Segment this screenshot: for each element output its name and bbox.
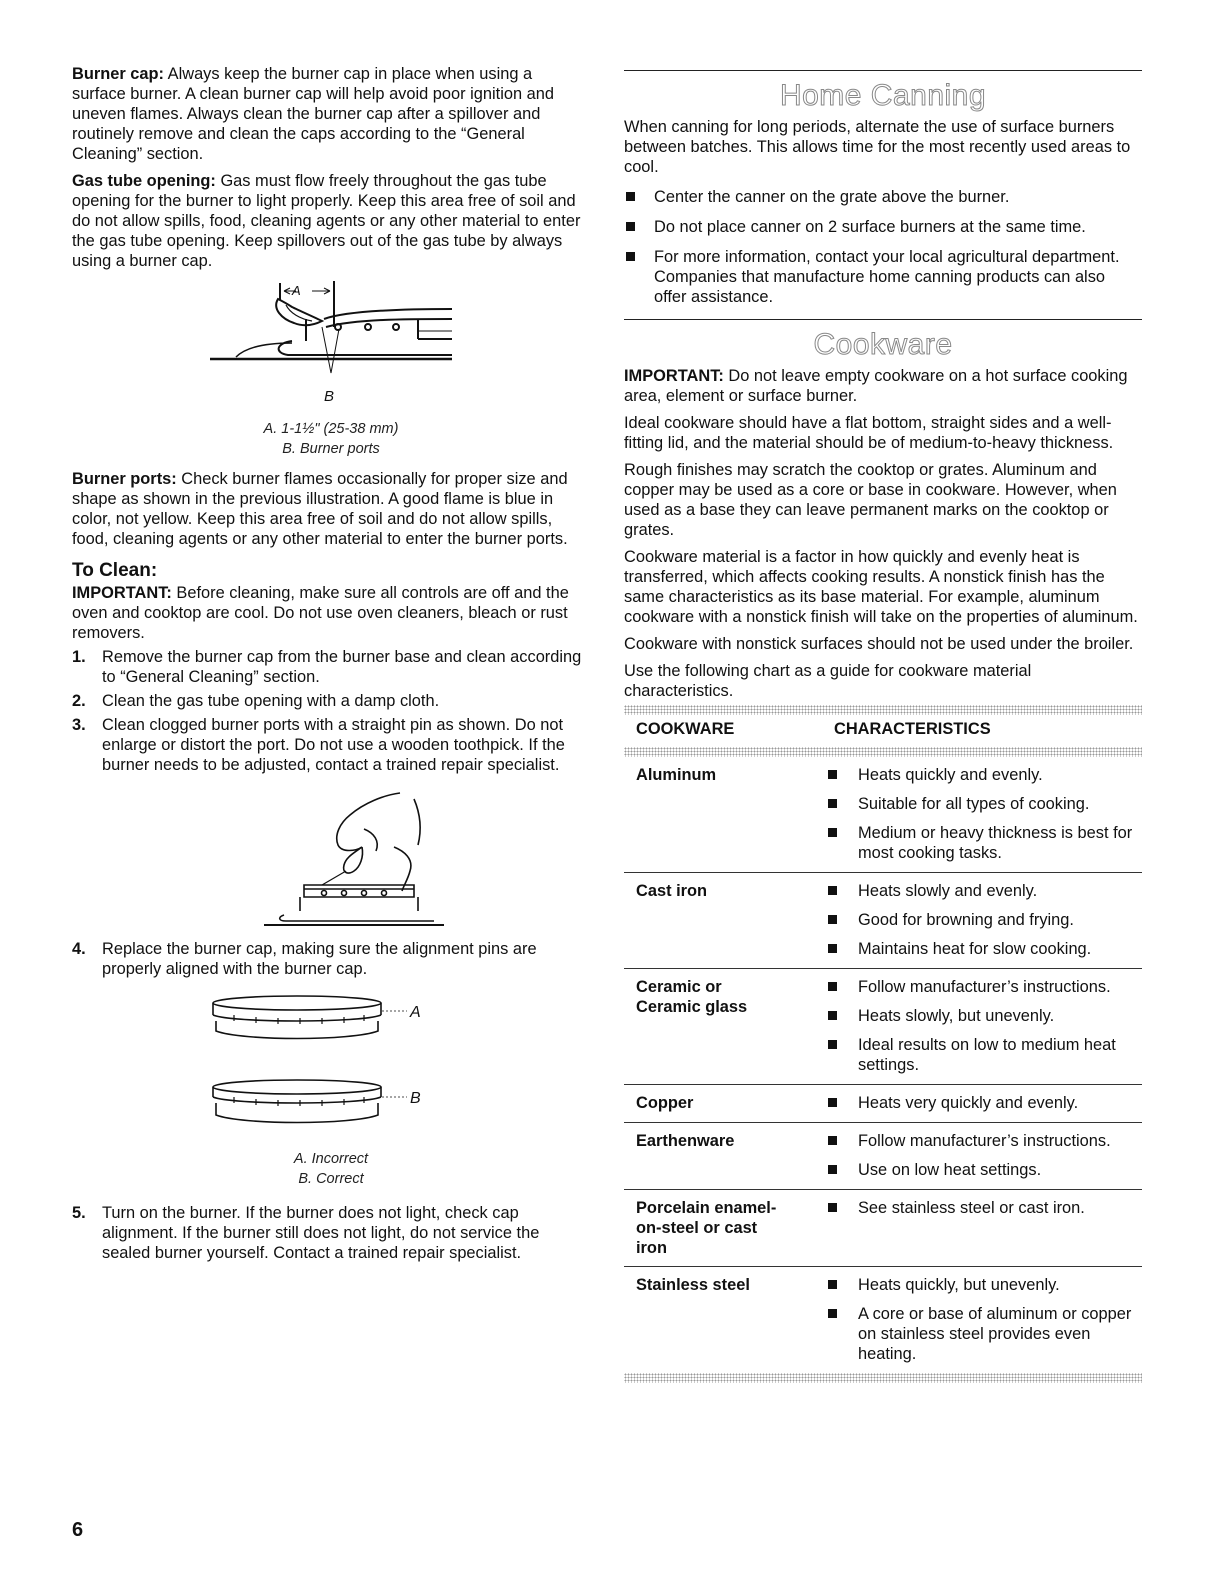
fig1-label-a: A <box>292 283 301 298</box>
list-item: Heats slowly, but unevenly. <box>826 1006 1142 1026</box>
cleaning-steps-list-continued <box>72 939 590 979</box>
home-canning-list <box>624 187 1142 307</box>
cleaning-steps-list-final <box>72 1203 590 1263</box>
cookware-important <box>624 366 1142 406</box>
burner-ports-label: Burner ports: <box>72 470 177 488</box>
burner-cap-paragraph <box>72 64 590 164</box>
table-header-characteristics: CHARACTERISTICS <box>834 720 991 738</box>
list-item: Heats quickly, but unevenly. <box>826 1275 1142 1295</box>
list-item <box>72 1203 590 1263</box>
gas-tube-text: Gas must flow freely throughout the gas tube opening for the burner to light properly. Keep this area free of soil and do not allow spills, food, cleaning agents or any other material to enter the gas tube opening. Keep spillovers out of the gas tube by always using a burner cap. <box>72 172 581 270</box>
list-item <box>72 647 590 687</box>
burner-side-view-illustration <box>196 279 466 419</box>
step-text: Clean clogged burner ports with a straight pin as shown. Do not enlarge or distort the port. Do not use a wooden toothpick. If the burner needs to be adjusted, contact a trained repair specialist. <box>102 716 565 774</box>
cookware-paragraph: Ideal cookware should have a flat bottom, straight sides and a well-fitting lid, and the material should be of medium-to-heavy thickness. <box>624 414 1114 452</box>
pin-cleaning-illustration <box>264 789 464 929</box>
important-text: Before cleaning, make sure all controls are off and the oven and cooktop are cool. Do not use oven cleaners, bleach or rust removers. <box>72 584 569 642</box>
fig3-label-a: A <box>410 1004 421 1021</box>
characteristics-cell <box>826 1123 1142 1190</box>
gas-tube-paragraph <box>72 171 590 271</box>
cookware-table <box>624 715 1142 1373</box>
list-item: Heats quickly and evenly. <box>826 765 1142 785</box>
cookware-paragraph: Rough finishes may scratch the cooktop or grates. Aluminum and copper may be used as a core or base in cookware. However, when used as a base they can leave permanent marks on the cooktop or grates. <box>624 461 1117 539</box>
list-item: Heats very quickly and evenly. <box>826 1093 1142 1113</box>
cap-alignment-illustration <box>212 993 442 1143</box>
gas-tube-label: Gas tube opening: <box>72 172 216 190</box>
list-item: Use on low heat settings. <box>826 1160 1142 1180</box>
list-item: Follow manufacturer’s instructions. <box>826 1131 1142 1151</box>
fig1-caption-b: B. Burner ports <box>282 441 380 457</box>
characteristics-cell <box>826 873 1142 969</box>
list-item: Medium or heavy thickness is best for most cooking tasks. <box>826 823 1142 863</box>
table-row <box>624 1267 1142 1374</box>
characteristics-cell <box>826 1267 1142 1374</box>
list-item: Follow manufacturer’s instructions. <box>826 977 1142 997</box>
cookware-name: Cast iron <box>624 873 826 969</box>
table-row <box>624 1123 1142 1190</box>
list-item <box>72 939 590 979</box>
table-row <box>624 1085 1142 1123</box>
characteristics-cell <box>826 1190 1142 1267</box>
table-header-rule <box>624 747 1142 757</box>
list-item <box>72 715 590 775</box>
burner-cap-text: Always keep the burner cap in place when using a surface burner. A clean burner cap will help avoid poor ignition and uneven flames. Always clean the burner cap after a spillover and routinely remove and clean the caps according to the “General Cleaning” section. <box>72 65 555 163</box>
cookware-paragraph: Cookware with nonstick surfaces should not be used under the broiler. <box>624 635 1134 653</box>
important-text: Do not leave empty cookware on a hot surface cooking area, element or surface burner. <box>624 367 1128 405</box>
characteristics-cell <box>826 969 1142 1085</box>
home-canning-intro: When canning for long periods, alternate the use of surface burners between batches. This allows time for the most recently used areas to cool. <box>624 118 1131 176</box>
step-number: 5. <box>72 1204 86 1222</box>
cookware-name: Stainless steel <box>636 1276 750 1294</box>
cleaning-steps-list <box>72 647 590 775</box>
list-item <box>72 691 590 711</box>
burner-ports-text: Check burner flames occasionally for proper size and shape as shown in the previous illustration. A good flame is blue in color, not yellow. Keep this area free of soil and do not allow spills, food, cleaning agents or any other material to enter the burner ports. <box>72 470 568 548</box>
table-header-cookware: COOKWARE <box>636 720 735 738</box>
to-clean-important <box>72 583 590 643</box>
list-item: See stainless steel or cast iron. <box>826 1198 1142 1218</box>
list-item: Do not place canner on 2 surface burners at the same time. <box>624 217 1142 237</box>
burner-cap-label: Burner cap: <box>72 65 164 83</box>
section-divider <box>624 70 1142 71</box>
table-top-rule <box>624 705 1142 715</box>
cookware-paragraph: Cookware material is a factor in how quickly and evenly heat is transferred, which affects cooking results. A nonstick finish has the same characteristics as its base material. For example, aluminum cookware with a nonstick finish will take on the properties of aluminum. <box>624 548 1138 626</box>
fig3-label-b: B <box>410 1090 421 1107</box>
table-row <box>624 873 1142 969</box>
characteristics-cell <box>826 1085 1142 1123</box>
left-column <box>72 64 590 1267</box>
table-row <box>624 757 1142 873</box>
list-item: A core or base of aluminum or copper on stainless steel provides even heating. <box>826 1304 1142 1364</box>
fig3-caption-a: A. Incorrect <box>293 1151 369 1167</box>
table-row <box>624 969 1142 1085</box>
list-item: For more information, contact your local agricultural department. Companies that manufacture home canning products can also offer assistance. <box>624 247 1142 307</box>
important-label: IMPORTANT: <box>624 367 724 385</box>
important-label: IMPORTANT: <box>72 584 172 602</box>
home-canning-title: Home Canning <box>779 79 987 112</box>
step-text: Clean the gas tube opening with a damp cloth. <box>102 692 440 710</box>
list-item: Suitable for all types of cooking. <box>826 794 1142 814</box>
cookware-name: Earthenware <box>624 1123 826 1190</box>
table-bottom-rule <box>624 1373 1142 1383</box>
fig1-caption-a: A. 1-1½" (25-38 mm) <box>263 421 399 437</box>
step-number: 4. <box>72 940 86 958</box>
list-item: Maintains heat for slow cooking. <box>826 939 1142 959</box>
to-clean-heading: To Clean: <box>72 560 158 581</box>
list-item: Ideal results on low to medium heat settings. <box>826 1035 1142 1075</box>
step-number: 1. <box>72 648 86 666</box>
right-column <box>624 70 1142 1383</box>
step-number: 3. <box>72 716 86 734</box>
characteristics-cell <box>826 757 1142 873</box>
step-number: 2. <box>72 692 86 710</box>
step-text: Turn on the burner. If the burner does not light, check cap alignment. If the burner still does not light, do not service the sealed burner yourself. Contact a trained repair specialist. <box>102 1204 540 1262</box>
section-divider <box>624 319 1142 320</box>
cookware-title: Cookware <box>813 328 953 361</box>
fig1-label-b: B <box>324 388 335 405</box>
cookware-name: Copper <box>624 1085 826 1123</box>
list-item: Heats slowly and evenly. <box>826 881 1142 901</box>
list-item: Center the canner on the grate above the burner. <box>624 187 1142 207</box>
burner-ports-paragraph <box>72 469 590 549</box>
fig3-caption-b: B. Correct <box>298 1171 364 1187</box>
step-text: Replace the burner cap, making sure the alignment pins are properly aligned with the burner cap. <box>102 940 537 978</box>
cookware-name: Ceramic or Ceramic glass <box>624 969 826 1085</box>
step-text: Remove the burner cap from the burner base and clean according to “General Cleaning” section. <box>102 648 582 686</box>
list-item: Good for browning and frying. <box>826 910 1142 930</box>
cookware-paragraph: Use the following chart as a guide for cookware material characteristics. <box>624 662 1032 700</box>
cookware-name: Porcelain enamel-on-steel or cast iron <box>624 1190 826 1267</box>
table-row <box>624 1190 1142 1267</box>
cookware-name: Aluminum <box>624 757 826 873</box>
page-number: 6 <box>72 1519 84 1541</box>
